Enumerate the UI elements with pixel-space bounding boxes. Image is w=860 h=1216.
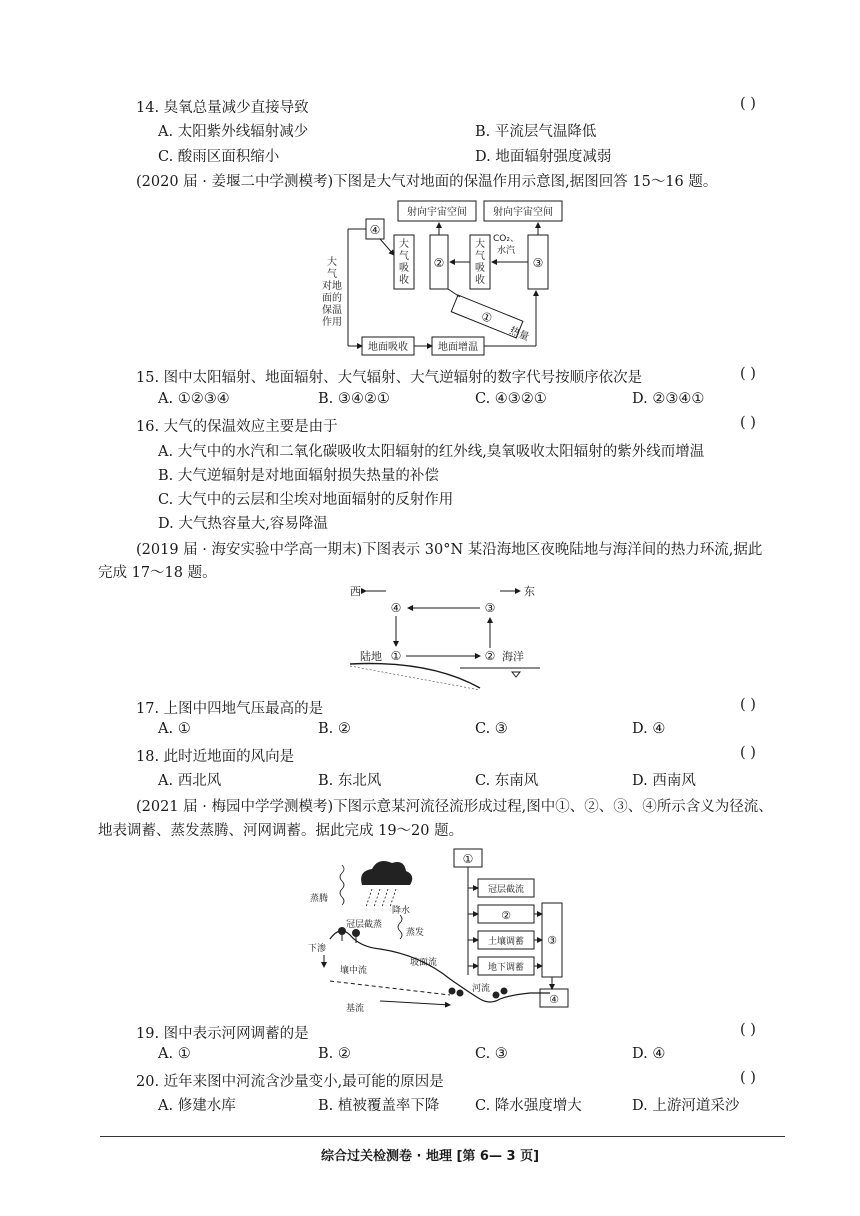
q20-option-b[interactable]: B. 植被覆盖率下降: [318, 1098, 440, 1114]
q19-option-a[interactable]: A. ①: [158, 1046, 191, 1062]
q16-option-c[interactable]: C. 大气中的云层和尘埃对地面辐射的反射作用: [158, 492, 454, 508]
q15-option-c[interactable]: C. ④③②①: [475, 391, 547, 407]
svg-text:对地: 对地: [322, 281, 342, 292]
greenhouse-diagram: [310, 195, 570, 360]
q18-option-c[interactable]: C. 东南风: [475, 773, 539, 789]
thermal-circulation-diagram: [340, 580, 550, 690]
fig3-label-3: ③: [547, 934, 557, 947]
infiltrate-label: 下渗: [308, 944, 327, 954]
question-17-answer-blank[interactable]: ( ): [740, 697, 756, 713]
question-14-stem: 14. 臭氧总量减少直接导致: [136, 100, 309, 116]
q19-option-b[interactable]: B. ②: [318, 1046, 351, 1062]
ground-warm-box: 地面增温: [438, 342, 478, 353]
svg-text:作用: 作用: [322, 317, 342, 328]
question-15-stem: 15. 图中太阳辐射、地面辐射、大气辐射、大气逆辐射的数字代号按顺序依次是: [136, 370, 643, 386]
east-label: 东: [524, 585, 535, 598]
page-footer: 综合过关检测卷 · 地理 [第 6— 3 页]: [320, 1149, 540, 1164]
fig2-label-4: ④: [390, 601, 402, 615]
intro-17-18-line2: 完成 17～18 题。: [98, 565, 217, 581]
absorb-mid-2: 气: [475, 251, 485, 262]
question-19-stem: 19. 图中表示河网调蓄的是: [136, 1026, 309, 1042]
ocean-label: 海洋: [502, 650, 524, 663]
q17-option-d[interactable]: D. ④: [632, 721, 666, 737]
question-19-answer-blank[interactable]: ( ): [740, 1022, 756, 1038]
land-label: 陆地: [360, 650, 382, 663]
q17-option-a[interactable]: A. ①: [158, 721, 191, 737]
fig3-label-1: ①: [462, 852, 474, 866]
fig2-label-2: ②: [484, 649, 496, 663]
west-label: 西: [350, 585, 361, 598]
soil-box: 土壤调蓄: [487, 937, 525, 947]
q19-option-c[interactable]: C. ③: [475, 1046, 508, 1062]
fig1-label-3: ③: [532, 256, 544, 270]
absorb-left-1: 大: [399, 239, 409, 250]
q14-option-c[interactable]: C. 酸雨区面积缩小: [158, 149, 280, 165]
absorb-mid-3: 吸: [475, 263, 485, 274]
intro-19-20-line1: (2021 届 · 梅园中学学测模考)下图示意某河流径流形成过程,图中①、②、③、④所示含义为径流、: [136, 799, 773, 815]
question-16-stem: 16. 大气的保温效应主要是由于: [136, 419, 338, 435]
absorb-mid-4: 收: [475, 275, 485, 286]
space-box-left: 射向宇宙空间: [407, 207, 467, 218]
interflow-label: 壤中流: [340, 966, 368, 976]
q20-option-a[interactable]: A. 修建水库: [158, 1098, 236, 1114]
rain-label: 降水: [392, 906, 411, 916]
q14-option-d[interactable]: D. 地面辐射强度减弱: [475, 149, 612, 165]
footer-divider: [100, 1136, 785, 1137]
river-label: 河流: [472, 984, 491, 994]
question-14-answer-blank[interactable]: ( ): [740, 96, 756, 112]
fig2-label-3: ③: [484, 601, 496, 615]
q16-option-d[interactable]: D. 大气热容量大,容易降温: [158, 516, 328, 532]
q15-option-b[interactable]: B. ③④②①: [318, 391, 390, 407]
water-label: 水汽: [496, 246, 516, 256]
absorb-mid-1: 大: [475, 239, 485, 250]
absorb-left-3: 吸: [399, 263, 409, 274]
question-18-answer-blank[interactable]: ( ): [740, 745, 756, 761]
canopy-evap-label: 冠层截蒸: [346, 920, 383, 930]
q20-option-c[interactable]: C. 降水强度增大: [475, 1098, 582, 1114]
runoff-diagram: [300, 845, 580, 1015]
baseflow-label: 基流: [346, 1004, 365, 1014]
question-18-stem: 18. 此时近地面的风向是: [136, 749, 295, 765]
question-20-answer-blank[interactable]: ( ): [740, 1070, 756, 1086]
fig1-label-4: ④: [369, 223, 381, 237]
svg-text:面的: 面的: [322, 293, 342, 304]
question-20-stem: 20. 近年来图中河流含沙量变小,最可能的原因是: [136, 1074, 444, 1090]
q18-option-a[interactable]: A. 西北风: [158, 773, 222, 789]
q18-option-b[interactable]: B. 东北风: [318, 773, 382, 789]
q16-option-a[interactable]: A. 大气中的水汽和二氧化碳吸收太阳辐射的红外线,臭氧吸收太阳辐射的紫外线而增温: [158, 444, 705, 460]
fig2-label-1: ①: [390, 649, 402, 663]
q15-option-d[interactable]: D. ②③④①: [632, 391, 705, 407]
intro-19-20-line2: 地表调蓄、蒸发蒸腾、河网调蓄。据此完成 19～20 题。: [98, 823, 464, 839]
q17-option-b[interactable]: B. ②: [318, 721, 351, 737]
absorb-left-4: 收: [399, 275, 409, 286]
fig3-label-2: ②: [501, 909, 511, 922]
q14-option-a[interactable]: A. 太阳紫外线辐射减少: [158, 124, 309, 140]
svg-text:保温: 保温: [322, 305, 342, 316]
q20-option-d[interactable]: D. 上游河道采沙: [632, 1098, 740, 1114]
question-17-stem: 17. 上图中四地气压最高的是: [136, 701, 324, 717]
q19-option-d[interactable]: D. ④: [632, 1046, 666, 1062]
q18-option-d[interactable]: D. 西南风: [632, 773, 696, 789]
fig1-label-1: ①: [479, 308, 495, 326]
fig1-label-2: ②: [433, 256, 445, 270]
fig3-label-4: ④: [549, 993, 559, 1006]
evapotrans-label: 蒸腾: [310, 894, 329, 904]
canopy-box: 冠层截流: [487, 885, 525, 895]
absorb-left-2: 气: [399, 251, 409, 262]
slope-flow-label: 坡面流: [410, 958, 438, 968]
svg-text:大: 大: [327, 257, 337, 268]
q15-option-a[interactable]: A. ①②③④: [158, 391, 230, 407]
co2-label: CO₂、: [493, 234, 519, 244]
q14-option-b[interactable]: B. 平流层气温降低: [475, 124, 597, 140]
q16-option-b[interactable]: B. 大气逆辐射是对地面辐射损失热量的补偿: [158, 468, 439, 484]
ground-absorb-box: 地面吸收: [368, 342, 408, 353]
question-16-answer-blank[interactable]: ( ): [740, 415, 756, 431]
space-box-right: 射向宇宙空间: [493, 207, 553, 218]
q17-option-c[interactable]: C. ③: [475, 721, 508, 737]
heat-label: 热量: [507, 325, 531, 344]
intro-17-18-line1: (2019 届 · 海安实验中学高一期末)下图表示 30°N 某沿海地区夜晚陆地与海洋间的热力环流,据此: [136, 542, 763, 558]
evap-label: 蒸发: [406, 928, 425, 938]
question-15-answer-blank[interactable]: ( ): [740, 366, 756, 382]
intro-15-16: (2020 届 · 姜堰二中学测模考)下图是大气对地面的保温作用示意图,据图回答 15～16 题。: [136, 174, 718, 190]
ground-box: 地下调蓄: [487, 963, 525, 973]
svg-text:气: 气: [327, 269, 337, 280]
